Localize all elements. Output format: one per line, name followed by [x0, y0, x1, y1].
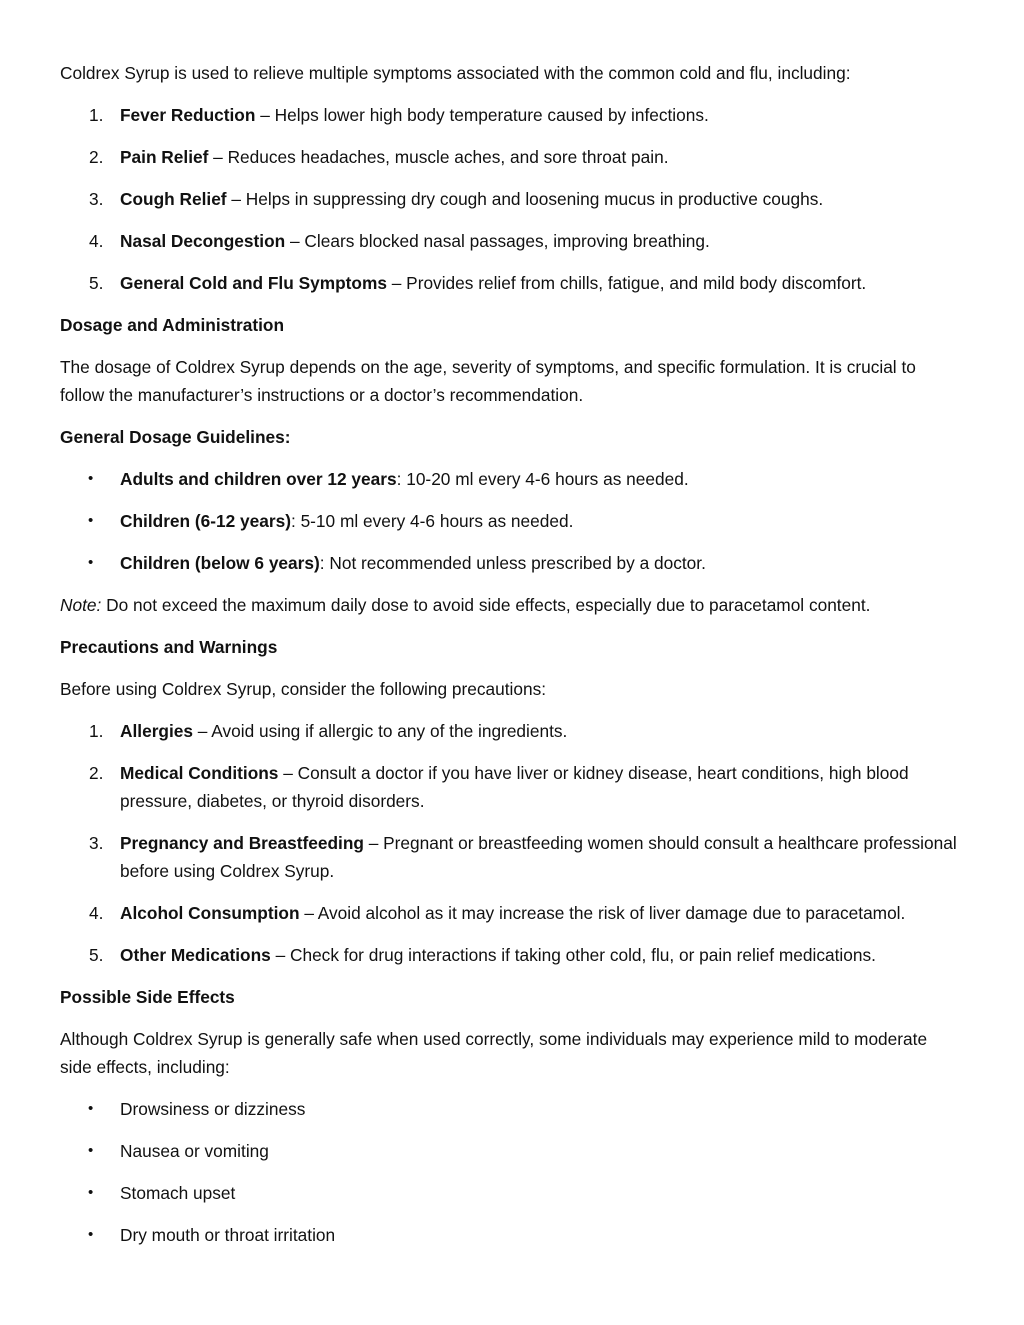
dosage-paragraph: The dosage of Coldrex Syrup depends on the age, severity of symptoms, and specific formulation. It is crucial to follow the manufacturer’s instructions or a doctor’s recommendation.	[60, 357, 916, 405]
bullet-icon: •	[88, 554, 94, 571]
bullet-icon: •	[88, 1100, 94, 1117]
intro-paragraph: Coldrex Syrup is used to relieve multiple symptoms associated with the common cold and flu, including:	[60, 63, 851, 83]
list-desc: – Reduces headaches, muscle aches, and sore throat pain.	[208, 147, 669, 167]
list-term: General Cold and Flu Symptoms	[120, 273, 387, 293]
note-text: Do not exceed the maximum daily dose to avoid side effects, especially due to paracetamol content.	[101, 595, 871, 615]
side-effects-list	[60, 1095, 960, 1249]
bullet-icon: •	[88, 1226, 94, 1243]
list-item	[60, 269, 960, 297]
list-desc: Stomach upset	[120, 1183, 236, 1203]
list-term: Allergies	[120, 721, 193, 741]
list-item	[60, 1221, 960, 1249]
dosage-heading: Dosage and Administration	[60, 315, 285, 335]
list-item	[60, 829, 960, 885]
list-term: Nasal Decongestion	[120, 231, 286, 251]
guidelines-list	[60, 465, 960, 577]
list-number: 2.	[89, 147, 104, 167]
list-term: Fever Reduction	[120, 105, 256, 125]
bullet-icon: •	[88, 512, 94, 529]
side-effects-heading: Possible Side Effects	[60, 987, 235, 1007]
list-item	[60, 185, 960, 213]
document-page	[60, 59, 960, 1263]
list-desc: – Check for drug interactions if taking other cold, flu, or pain relief medications.	[270, 945, 876, 965]
list-number: 3.	[89, 833, 104, 853]
guidelines-heading: General Dosage Guidelines:	[60, 427, 291, 447]
list-number: 1.	[89, 105, 104, 125]
list-number: 4.	[89, 231, 104, 251]
list-term: Medical Conditions	[120, 763, 279, 783]
side-effects-intro: Although Coldrex Syrup is generally safe when used correctly, some individuals may experience mild to moderate side effects, including:	[60, 1029, 928, 1077]
list-term: Children (below 6 years)	[120, 553, 320, 573]
list-item	[60, 941, 960, 969]
list-desc: – Pregnant or breastfeeding women should consult a healthcare professional before using Coldrex Syrup.	[120, 833, 957, 881]
precautions-list	[60, 717, 960, 969]
list-term: Alcohol Consumption	[120, 903, 300, 923]
list-desc: Drowsiness or dizziness	[120, 1099, 306, 1119]
list-number: 5.	[89, 273, 104, 293]
list-desc: Dry mouth or throat irritation	[120, 1225, 336, 1245]
list-desc: – Helps in suppressing dry cough and loosening mucus in productive coughs.	[226, 189, 824, 209]
list-desc: Nausea or vomiting	[120, 1141, 269, 1161]
list-item	[60, 101, 960, 129]
list-desc: : 10-20 ml every 4-6 hours as needed.	[396, 469, 689, 489]
bullet-icon: •	[88, 470, 94, 487]
list-term: Cough Relief	[120, 189, 227, 209]
list-desc: – Avoid alcohol as it may increase the risk of liver damage due to paracetamol.	[299, 903, 906, 923]
dosage-note	[60, 591, 960, 619]
list-item	[60, 143, 960, 171]
list-number: 5.	[89, 945, 104, 965]
list-item	[60, 507, 960, 535]
list-item	[60, 717, 960, 745]
list-desc: – Helps lower high body temperature caused by infections.	[255, 105, 709, 125]
list-desc: – Consult a doctor if you have liver or kidney disease, heart conditions, high blood pressure, diabetes, or thyroid disorders.	[120, 763, 909, 811]
list-term: Children (6-12 years)	[120, 511, 291, 531]
list-desc: : Not recommended unless prescribed by a doctor.	[319, 553, 706, 573]
list-number: 2.	[89, 763, 104, 783]
list-item	[60, 227, 960, 255]
list-item	[60, 1179, 960, 1207]
list-desc: – Avoid using if allergic to any of the ingredients.	[193, 721, 568, 741]
bullet-icon: •	[88, 1184, 94, 1201]
list-desc: – Clears blocked nasal passages, improving breathing.	[285, 231, 710, 251]
list-term: Pregnancy and Breastfeeding	[120, 833, 364, 853]
list-desc: : 5-10 ml every 4-6 hours as needed.	[290, 511, 574, 531]
list-item	[60, 899, 960, 927]
list-term: Other Medications	[120, 945, 271, 965]
note-label: Note:	[60, 595, 102, 615]
precautions-heading: Precautions and Warnings	[60, 637, 278, 657]
list-item	[60, 465, 960, 493]
bullet-icon: •	[88, 1142, 94, 1159]
list-number: 1.	[89, 721, 104, 741]
list-item	[60, 1095, 960, 1123]
list-item	[60, 549, 960, 577]
list-item	[60, 759, 960, 815]
precautions-intro: Before using Coldrex Syrup, consider the following precautions:	[60, 679, 547, 699]
list-term: Adults and children over 12 years	[120, 469, 397, 489]
list-number: 3.	[89, 189, 104, 209]
list-item	[60, 1137, 960, 1165]
list-desc: – Provides relief from chills, fatigue, and mild body discomfort.	[386, 273, 867, 293]
list-term: Pain Relief	[120, 147, 209, 167]
list-number: 4.	[89, 903, 104, 923]
uses-list	[60, 101, 960, 297]
